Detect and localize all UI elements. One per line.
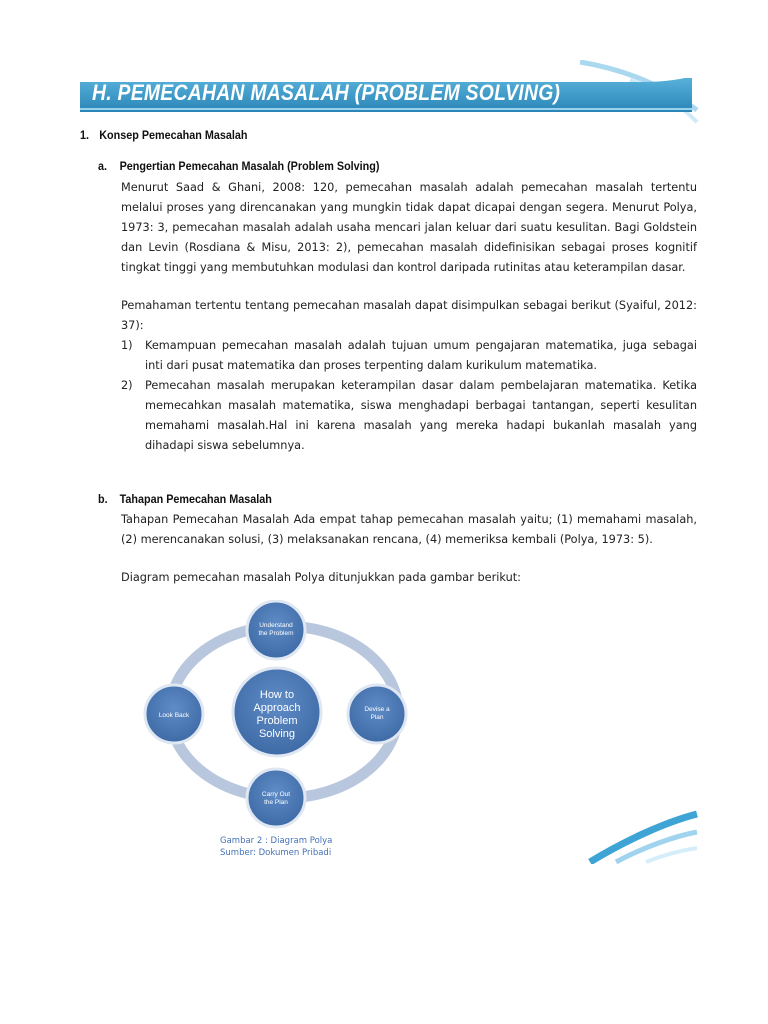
understand-node-line: the Problem — [258, 630, 294, 637]
carry-out-node — [247, 769, 305, 827]
devise-node-line: Plan — [370, 714, 384, 721]
summary-list — [121, 336, 697, 456]
list-item-number: 2) — [121, 379, 133, 392]
look-back-node — [145, 685, 203, 743]
center-node-line: How to — [259, 689, 295, 701]
polya-diagram — [130, 600, 430, 832]
list-item — [121, 336, 697, 376]
bottom-right-swoosh-decoration — [586, 800, 698, 864]
section-title: H. PEMECAHAN MASALAH (PROBLEM SOLVING) — [92, 80, 561, 105]
subheading-text: Tahapan Pemecahan Masalah — [119, 492, 272, 506]
center-node-line: Approach — [253, 702, 301, 714]
center-node — [230, 665, 324, 759]
heading-concept — [80, 128, 247, 142]
list-item — [121, 376, 697, 456]
carry-out-node-line: the Plan — [264, 799, 288, 806]
carry-out-node-line: Carry Out — [261, 791, 291, 798]
subheading-label: b. — [98, 492, 108, 506]
subheading-text: Pengertian Pemecahan Masalah (Problem Solving) — [119, 159, 380, 173]
center-node-line: Solving — [258, 728, 296, 740]
look-back-node-line: Look Back — [158, 712, 190, 719]
stages-paragraph: Tahapan Pemecahan Masalah Ada empat tahap pemecahan masalah yaitu; (1) memahami masalah, (2) merencanakan solusi, (3) melaksanakan rencana, (4) memeriksa kembali (Polya, 1973: 5). — [121, 513, 697, 546]
diagram-intro-paragraph: Diagram pemecahan masalah Polya ditunjukkan pada gambar berikut: — [121, 571, 521, 584]
subheading-stages — [98, 492, 272, 506]
summary-intro-paragraph: Pemahaman tertentu tentang pemecahan masalah dapat disimpulkan sebagai berikut (Syaiful, 2012: 37): — [121, 299, 697, 332]
devise-node-line: Devise a — [364, 706, 390, 713]
list-item-text: Kemampuan pemecahan masalah adalah tujuan umum pengajaran matematika, juga sebagai inti dari pusat matematika dan proses terpenting dalam kurikulum matematika. — [145, 339, 697, 372]
list-item-number: 1) — [121, 339, 133, 352]
understand-node — [247, 601, 305, 659]
subheading-definition — [98, 159, 379, 173]
devise-node — [348, 685, 406, 743]
heading-number: 1. — [80, 128, 90, 142]
heading-text: Konsep Pemecahan Masalah — [99, 128, 248, 142]
definition-paragraph: Menurut Saad & Ghani, 2008: 120, pemecahan masalah adalah pemecahan masalah tertentu melalui proses yang direncanakan yang mungkin tidak dapat dicapai dengan segera. Menurut Polya, 1973: 3, pemecahan masalah adalah usaha mencari jalan keluar dari suatu kesulitan. Bagi Goldstein dan Levin (Rosdiana & Misu, 2013: 2), pemecahan masalah didefinisikan sebagai proses kognitif tingkat tinggi yang membutuhkan modulasi dan kontrol daripada rutinitas atau keterampilan dasar. — [121, 181, 697, 274]
caption-title: Gambar 2 : Diagram Polya — [220, 836, 333, 846]
center-node-line: Problem — [256, 715, 298, 727]
subheading-label: a. — [98, 159, 108, 173]
list-item-text: Pemecahan masalah merupakan keterampilan dasar dalam pembelajaran matematika. Ketika memecahkan masalah matematika, siswa menghadapi berbagai tantangan, seperti kesulitan memahami masalah.Hal ini karena masalah yang mereka hadapi bukanlah masalah yang dihadapi siswa sebelumnya. — [145, 379, 697, 452]
understand-node-line: Understand — [259, 622, 293, 629]
caption-source: Sumber: Dokumen Pribadi — [220, 848, 332, 858]
figure-caption — [220, 835, 332, 859]
